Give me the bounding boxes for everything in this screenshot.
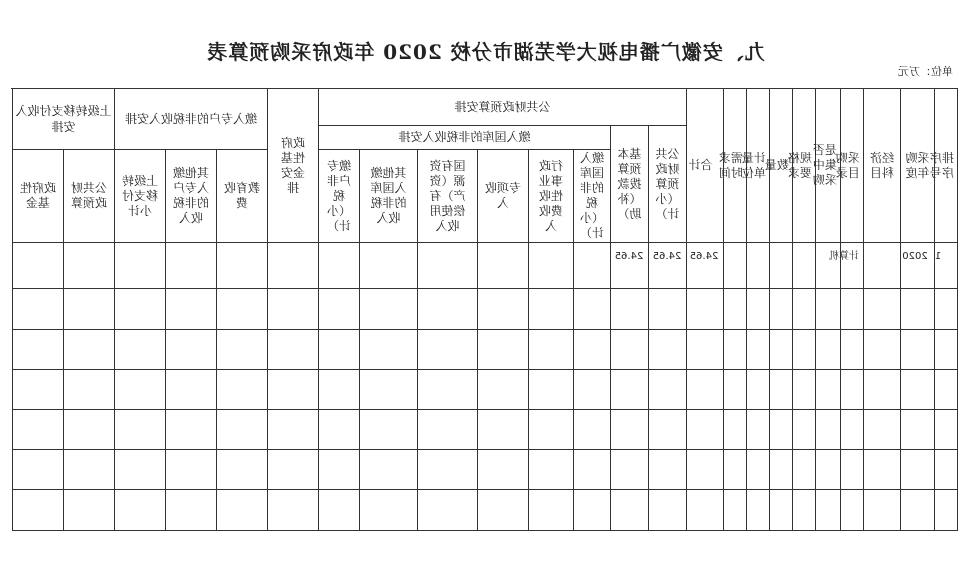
cell-other-special	[165, 410, 216, 450]
cell-total	[687, 289, 724, 330]
header-year: 采购年度	[901, 89, 935, 243]
cell-upper-sub	[114, 450, 165, 490]
cell-other-treasury	[360, 370, 418, 410]
cell-state-asset	[418, 490, 478, 531]
header-total: 合计	[687, 89, 724, 243]
cell-public-sub	[649, 330, 687, 370]
cell-catalog: 计算机	[841, 243, 864, 289]
cell-public-sub	[649, 410, 687, 450]
header-special-group: 缴入专户的非税收入安排	[114, 89, 267, 150]
cell-fund	[318, 243, 359, 289]
cell-upper-fund	[12, 370, 63, 410]
cell-upper-sub	[114, 370, 165, 410]
cell-state-asset	[418, 370, 478, 410]
cell-seq	[935, 330, 958, 370]
cell-upper-sub	[114, 490, 165, 531]
cell-edu	[216, 330, 267, 370]
cell-econ	[864, 450, 901, 490]
cell-seq	[935, 450, 958, 490]
header-seq: 排序序号	[935, 89, 958, 243]
cell-spec	[793, 289, 816, 330]
cell-special	[478, 410, 529, 450]
cell-admin-fee	[529, 490, 574, 531]
cell-sp-sub	[267, 450, 318, 490]
header-time: 需求时间	[724, 89, 747, 243]
cell-state-asset	[418, 289, 478, 330]
cell-public-sub: 24.65	[649, 243, 687, 289]
table-row	[12, 450, 957, 490]
cell-special	[478, 289, 529, 330]
cell-year	[901, 330, 935, 370]
cell-upper-fund	[12, 289, 63, 330]
cell-upper-sub	[114, 330, 165, 370]
cell-other-special	[165, 450, 216, 490]
cell-tax	[574, 289, 611, 330]
cell-state-asset	[418, 450, 478, 490]
header-fund: 政府性基金安排	[267, 89, 318, 243]
cell-spec	[793, 490, 816, 531]
cell-other-special	[165, 370, 216, 410]
cell-admin-fee	[529, 410, 574, 450]
cell-year	[901, 450, 935, 490]
cell-total	[687, 370, 724, 410]
cell-fund	[318, 490, 359, 531]
cell-other-treasury	[360, 330, 418, 370]
cell-seq	[935, 410, 958, 450]
header-special: 专项收入	[478, 150, 529, 243]
cell-time	[724, 490, 747, 531]
cell-central	[816, 490, 841, 531]
header-public-sub: 公共财政预算（小计）	[649, 126, 687, 243]
cell-catalog	[841, 370, 864, 410]
cell-fund	[318, 370, 359, 410]
cell-other-treasury	[360, 410, 418, 450]
table-row	[12, 370, 957, 410]
cell-public-sub	[649, 490, 687, 531]
cell-unit	[747, 243, 770, 289]
header-edu: 教育收费	[216, 150, 267, 243]
cell-sp-sub	[267, 490, 318, 531]
cell-state-asset	[418, 410, 478, 450]
table-row	[12, 289, 957, 330]
cell-basic: 24.65	[611, 243, 649, 289]
cell-edu	[216, 410, 267, 450]
cell-upper-sub	[114, 410, 165, 450]
header-catalog: 采购目录	[841, 89, 864, 243]
cell-fund	[318, 450, 359, 490]
cell-public-sub	[649, 370, 687, 410]
cell-unit	[747, 370, 770, 410]
cell-other-special	[165, 330, 216, 370]
cell-basic	[611, 289, 649, 330]
cell-econ	[864, 410, 901, 450]
cell-upper-public	[63, 243, 114, 289]
cell-upper-fund	[12, 330, 63, 370]
cell-upper-public	[63, 450, 114, 490]
header-qty: 数量	[770, 89, 793, 243]
cell-other-treasury	[360, 490, 418, 531]
cell-fund	[318, 330, 359, 370]
cell-econ	[864, 330, 901, 370]
cell-edu	[216, 289, 267, 330]
cell-upper-public	[63, 490, 114, 531]
header-upper-fund: 政府性基金	[12, 150, 63, 243]
cell-special	[478, 450, 529, 490]
cell-basic	[611, 410, 649, 450]
cell-catalog	[841, 289, 864, 330]
cell-basic	[611, 450, 649, 490]
cell-catalog	[841, 490, 864, 531]
cell-time	[724, 410, 747, 450]
cell-qty	[770, 289, 793, 330]
procurement-budget-table	[12, 88, 958, 531]
cell-total: 24.65	[687, 243, 724, 289]
cell-upper-sub	[114, 243, 165, 289]
cell-qty	[770, 243, 793, 289]
header-state-asset: 国有资源（资产）有偿使用收入	[418, 150, 478, 243]
cell-sp-sub	[267, 330, 318, 370]
cell-public-sub	[649, 289, 687, 330]
cell-admin-fee	[529, 243, 574, 289]
cell-time	[724, 370, 747, 410]
cell-unit	[747, 330, 770, 370]
header-unit: 计量单位	[747, 89, 770, 243]
cell-fund	[318, 289, 359, 330]
cell-econ	[864, 490, 901, 531]
cell-catalog	[841, 330, 864, 370]
cell-year	[901, 410, 935, 450]
cell-qty	[770, 490, 793, 531]
cell-edu	[216, 450, 267, 490]
cell-upper-fund	[12, 450, 63, 490]
cell-admin-fee	[529, 370, 574, 410]
cell-catalog	[841, 450, 864, 490]
cell-econ	[864, 243, 901, 289]
cell-central	[816, 243, 841, 289]
cell-upper-public	[63, 410, 114, 450]
page-title: 九、安徽广播电视大学芜湖市分校 2020 年政府采购预算表	[206, 40, 765, 64]
cell-qty	[770, 450, 793, 490]
header-admin-fee: 行政事业性收费收入	[529, 150, 574, 243]
cell-econ	[864, 289, 901, 330]
cell-time	[724, 450, 747, 490]
cell-unit	[747, 289, 770, 330]
cell-edu	[216, 370, 267, 410]
cell-other-treasury	[360, 450, 418, 490]
cell-upper-public	[63, 370, 114, 410]
cell-admin-fee	[529, 330, 574, 370]
cell-year	[901, 490, 935, 531]
header-upper-public: 公共财政预算	[63, 150, 114, 243]
cell-basic	[611, 370, 649, 410]
cell-total	[687, 490, 724, 531]
header-central: 是否集中采购	[816, 89, 841, 243]
cell-seq: 1	[935, 243, 958, 289]
cell-seq	[935, 490, 958, 531]
header-other-treasury: 其他缴入国库的非税收入	[360, 150, 418, 243]
cell-state-asset	[418, 330, 478, 370]
cell-central	[816, 370, 841, 410]
cell-central	[816, 410, 841, 450]
cell-sp-sub	[267, 289, 318, 330]
cell-tax	[574, 490, 611, 531]
cell-total	[687, 410, 724, 450]
cell-upper-public	[63, 330, 114, 370]
cell-edu	[216, 243, 267, 289]
cell-sp-sub	[267, 370, 318, 410]
cell-catalog	[841, 410, 864, 450]
cell-total	[687, 330, 724, 370]
cell-public-sub	[649, 450, 687, 490]
cell-central	[816, 289, 841, 330]
cell-tax	[574, 330, 611, 370]
cell-basic	[611, 330, 649, 370]
cell-qty	[770, 330, 793, 370]
cell-spec	[793, 410, 816, 450]
header-nontax-group: 缴入国库的非税收入安排	[318, 126, 610, 150]
cell-upper-fund	[12, 490, 63, 531]
table-row	[12, 410, 957, 450]
table-row	[12, 490, 957, 531]
header-econ: 经济科目	[864, 89, 901, 243]
cell-time	[724, 243, 747, 289]
cell-special	[478, 243, 529, 289]
cell-special	[478, 330, 529, 370]
cell-edu	[216, 490, 267, 531]
header-upper-sub: 上级转移支付小计	[114, 150, 165, 243]
cell-unit	[747, 490, 770, 531]
header-spec: 规格要求	[793, 89, 816, 243]
cell-total	[687, 450, 724, 490]
header-sp-sub: 缴专户非税（小计）	[318, 150, 359, 243]
cell-state-asset	[418, 243, 478, 289]
cell-time	[724, 289, 747, 330]
cell-seq	[935, 370, 958, 410]
cell-spec	[793, 370, 816, 410]
cell-sp-sub	[267, 243, 318, 289]
cell-upper-sub	[114, 289, 165, 330]
cell-special	[478, 490, 529, 531]
cell-year	[901, 370, 935, 410]
cell-year	[901, 289, 935, 330]
cell-other-special	[165, 289, 216, 330]
cell-tax	[574, 410, 611, 450]
cell-econ	[864, 370, 901, 410]
header-basic: 基本预算拨款（补助）	[611, 126, 649, 243]
cell-admin-fee	[529, 450, 574, 490]
cell-fund	[318, 410, 359, 450]
cell-upper-fund	[12, 243, 63, 289]
cell-seq	[935, 289, 958, 330]
cell-unit	[747, 410, 770, 450]
header-upper-group: 上级转移支付收入安排	[12, 89, 114, 150]
table-row	[12, 243, 957, 289]
header-tax-sub: 缴入国库的非税（小计）	[574, 150, 611, 243]
cell-time	[724, 330, 747, 370]
cell-other-treasury	[360, 243, 418, 289]
cell-tax	[574, 370, 611, 410]
unit-label: 单位：万元	[898, 65, 953, 78]
cell-sp-sub	[267, 410, 318, 450]
cell-special	[478, 370, 529, 410]
cell-qty	[770, 370, 793, 410]
cell-other-special	[165, 490, 216, 531]
cell-spec	[793, 243, 816, 289]
table-row	[12, 330, 957, 370]
cell-unit	[747, 450, 770, 490]
cell-other-treasury	[360, 289, 418, 330]
cell-upper-public	[63, 289, 114, 330]
cell-upper-fund	[12, 410, 63, 450]
cell-basic	[611, 490, 649, 531]
cell-other-special	[165, 243, 216, 289]
cell-tax	[574, 450, 611, 490]
cell-year: 2020	[901, 243, 935, 289]
header-public-budget: 公共财政预算安排	[318, 89, 686, 126]
cell-admin-fee	[529, 289, 574, 330]
cell-central	[816, 330, 841, 370]
header-other-special: 其他缴入专户的非税收入	[165, 150, 216, 243]
cell-central	[816, 450, 841, 490]
cell-spec	[793, 450, 816, 490]
cell-tax	[574, 243, 611, 289]
cell-qty	[770, 410, 793, 450]
cell-spec	[793, 330, 816, 370]
